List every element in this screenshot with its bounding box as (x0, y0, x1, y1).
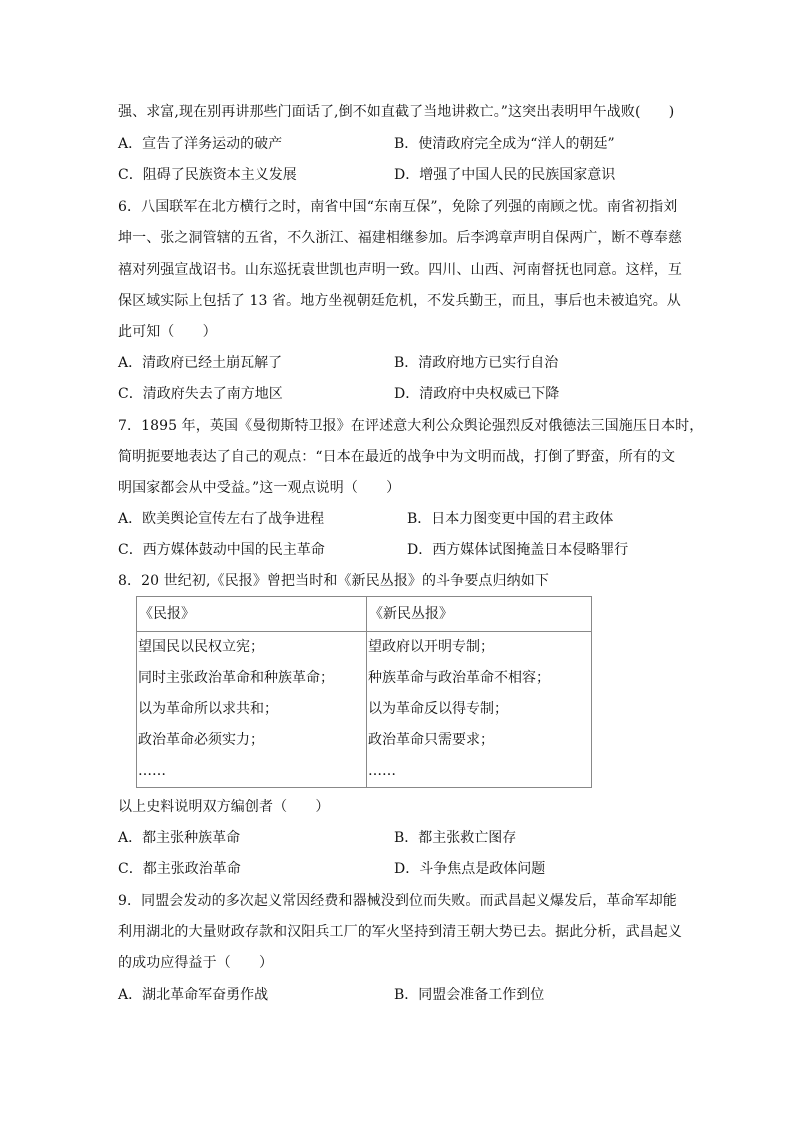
q7-option-c: C．西方媒体鼓动中国的民主革命 (118, 542, 325, 558)
q6-option-a: A．清政府已经土崩瓦解了 (118, 355, 283, 371)
q7-stem-line-1: 7．1895 年，英国《曼彻斯特卫报》在评述意大利公众舆论强烈反对俄德法三国施压日本时， (118, 418, 704, 434)
q8-option-c: C．都主张政治革命 (118, 861, 241, 877)
q7-option-d: D．西方媒体试图掩盖日本侵略罪行 (407, 542, 629, 558)
q6-stem-line-4: 保区域实际上包括了 13 省。地方坐视朝廷危机，不发兵勤王，而且，事后也未被追究。从 (118, 293, 681, 309)
q6-stem-line-3: 禧对列强宣战诏书。山东巡抚袁世凯也声明一致。四川、山西、河南督抚也同意。这样，互 (118, 262, 682, 278)
table-column-xinmin-congbao (367, 632, 592, 788)
q9-option-b: B．同盟会准备工作到位 (394, 987, 545, 1003)
q9-stem-line-3: 的成功应得益于（ ） (118, 955, 274, 971)
q7-stem-line-3: 明国家都会从中受益。”这一观点说明（ ） (118, 480, 401, 496)
q6-stem-line-5: 此可知（ ） (118, 324, 217, 340)
table-cell: 政治革命必须实力； (138, 732, 264, 748)
table-cell: …… (368, 763, 396, 779)
table-header-minbao: 《民报》 (137, 597, 367, 632)
table-cell: 以为革命反以得专制； (368, 701, 508, 717)
q8-stem: 8．20 世纪初,《民报》曾把当时和《新民丛报》的斗争要点归纳如下 (118, 573, 549, 589)
q6-option-c: C．清政府失去了南方地区 (118, 386, 283, 402)
q8-question: 以上史料说明双方编创者（ ） (118, 799, 330, 815)
q9-stem-line-1: 9．同盟会发动的多次起义常因经费和器械没到位而失败。而武昌起义爆发后，革命军却能 (118, 893, 677, 909)
q7-option-a: A．欧美舆论宣传左右了战争进程 (118, 511, 325, 527)
table-cell: 以为革命所以求共和； (138, 701, 278, 717)
q6-stem-line-2: 坤一、张之洞管辖的五省，不久浙江、福建相继参加。后李鸿章声明自保两广，断不尊奉慈 (118, 230, 682, 246)
q5-option-a: A．宣告了洋务运动的破产 (118, 136, 283, 152)
q5-option-b: B．使清政府完全成为“洋人的朝廷” (394, 136, 615, 152)
q6-option-d: D．清政府中央权威已下降 (394, 386, 560, 402)
q8-option-b: B．都主张救亡图存 (394, 830, 517, 846)
q9-stem-line-2: 利用湖北的大量财政存款和汉阳兵工厂的军火坚持到清王朝大势已去。据此分析，武昌起义 (118, 924, 682, 940)
comparison-table (136, 596, 592, 788)
table-cell: 望政府以开明专制； (368, 639, 494, 655)
q7-option-b: B．日本力图变更中国的君主政体 (407, 511, 614, 527)
q6-option-b: B．清政府地方已实行自治 (394, 355, 559, 371)
q9-option-a: A．湖北革命军奋勇作战 (118, 987, 269, 1003)
table-cell: 种族革命与政治革命不相容； (368, 670, 550, 686)
table-header-xinmin-congbao: 《新民丛报》 (367, 597, 592, 632)
q5-option-d: D．增强了中国人民的民族国家意识 (394, 167, 616, 183)
q5-option-c: C．阻碍了民族资本主义发展 (118, 167, 297, 183)
table-cell: …… (138, 763, 166, 779)
table-cell: 政治革命只需要求； (368, 732, 494, 748)
q8-option-d: D．斗争焦点是政体问题 (394, 861, 546, 877)
table-cell: 同时主张政治革命和种族革命； (138, 670, 334, 686)
q7-stem-line-2: 简明扼要地表达了自己的观点：“日本在最近的战争中为文明而战，打倒了野蛮，所有的文 (118, 449, 676, 465)
table-column-minbao (137, 632, 367, 788)
q5-stem-tail: 强、求富,现在别再讲那些门面话了,倒不如直截了当地讲救亡。”这突出表明甲午战败( ) (118, 104, 675, 120)
q8-option-a: A．都主张种族革命 (118, 830, 241, 846)
table-cell: 望国民以民权立宪； (138, 639, 264, 655)
q6-stem-line-1: 6．八国联军在北方横行之时，南省中国“东南互保”，免除了列强的南顾之忧。南省初指刘 (118, 199, 678, 215)
